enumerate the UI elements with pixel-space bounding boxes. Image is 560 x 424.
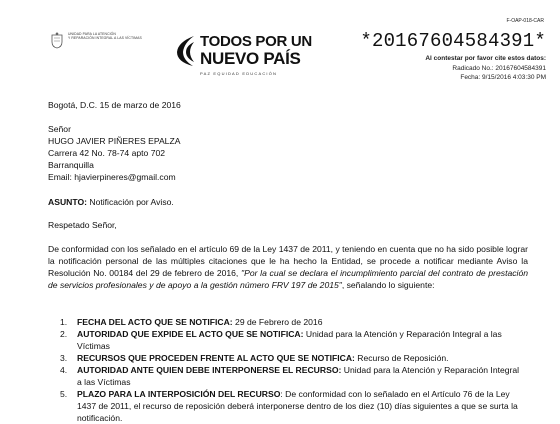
filing-date: Fecha: 9/15/2016 4:03:30 PM <box>460 74 546 81</box>
item-text: 29 de Febrero de 2016 <box>232 317 323 327</box>
org-line-1: UNIDAD PARA LA ATENCIÓN <box>68 32 116 36</box>
item-text: Unidad para la Atención y Reparación Integral a las Víctimas <box>77 365 520 387</box>
org-line-2: Y REPARACIÓN INTEGRAL A LAS VÍCTIMAS <box>68 36 142 41</box>
item-number: 5. <box>60 389 68 399</box>
radicado-number: Radicado No.: 20167604584391 <box>452 65 546 72</box>
todos-por-un-nuevo-pais-logo-icon <box>174 34 196 68</box>
notification-items <box>60 316 526 424</box>
paragraph-text: De conformidad con los señalado en el artículo 69 de la Ley 1437 de 2011, y teniendo en cuenta que no ha sido posible lograr la notificación personal de las múltiples citaciones que le ha hecho la Entidad, se procede a notificar mediante Aviso la Resolución No. 00184 del 29 de febrero de 2016, <box>48 244 528 278</box>
paragraph-end: , señalando lo siguiente: <box>341 280 435 290</box>
item-number: 1. <box>60 317 68 327</box>
list-item <box>60 364 526 388</box>
recipient-email: Email: hjavierpineres@gmail.com <box>48 172 176 182</box>
item-text: Unidad para la Atención y Reparación Integral a las Víctimas <box>77 329 502 351</box>
list-item <box>60 316 526 328</box>
subject-line <box>48 196 528 208</box>
recipient-block <box>48 123 528 183</box>
slogan-line-1: TODOS POR UN <box>200 33 312 50</box>
list-item <box>60 388 526 424</box>
item-label: FECHA DEL ACTO QUE SE NOTIFICA: <box>77 317 233 327</box>
slogan-subtitle: PAZ EQUIDAD EDUCACIÓN <box>200 71 278 76</box>
coat-of-arms-icon <box>50 32 64 49</box>
recipient-address: Carrera 42 No. 78-74 apto 702 <box>48 148 166 158</box>
recipient-title: Señor <box>48 124 71 134</box>
slogan-logo-text <box>200 34 312 68</box>
reply-instructions: Al contestar por favor cite estos datos: <box>425 55 546 62</box>
item-label: AUTORIDAD QUE EXPIDE EL ACTO QUE SE NOTIFICA: <box>77 329 304 339</box>
item-label: PLAZO PARA LA INTERPOSICIÓN DEL RECURSO <box>77 389 281 399</box>
list-item <box>60 328 526 352</box>
item-number: 2. <box>60 329 68 339</box>
radicado-barcode-number: *20167604584391* <box>360 30 546 52</box>
subject-text: Notificación por Aviso. <box>89 197 174 207</box>
item-text: : De conformidad con lo señalado en el Artículo 76 de la Ley 1437 de 2011, el recurso de reposición deberá interponerse dentro de los diez (10) días siguientes a que se surta la notificación. <box>77 389 518 423</box>
item-label: RECURSOS QUE PROCEDEN FRENTE AL ACTO QUE SE NOTIFICA: <box>77 353 355 363</box>
item-number: 3. <box>60 353 68 363</box>
greeting: Respetado Señor, <box>48 220 117 230</box>
recipient-name: HUGO JAVIER PIÑERES EPALZA <box>48 136 181 146</box>
subject-label: ASUNTO: <box>48 197 87 207</box>
notification-paragraph <box>48 243 528 291</box>
item-number: 4. <box>60 365 68 375</box>
letter-date: Bogotá, D.C. 15 de marzo de 2016 <box>48 100 181 110</box>
items-list <box>60 316 526 424</box>
item-label: AUTORIDAD ANTE QUIEN DEBE INTERPONERSE EL RECURSO: <box>77 365 342 375</box>
item-text: Recurso de Reposición. <box>354 353 449 363</box>
form-code: F-OAP-018-CAR <box>506 18 544 24</box>
slogan-line-2: NUEVO PAÍS <box>200 49 301 68</box>
resolution-title: "Por la cual se declara el incumplimiento parcial del contrato de prestación de servicios profesionales y de apoyo a la gestión número FRV 197 de 2015" <box>48 268 528 290</box>
recipient-city: Barranquilla <box>48 160 94 170</box>
list-item <box>60 352 526 364</box>
organization-name <box>68 32 142 40</box>
